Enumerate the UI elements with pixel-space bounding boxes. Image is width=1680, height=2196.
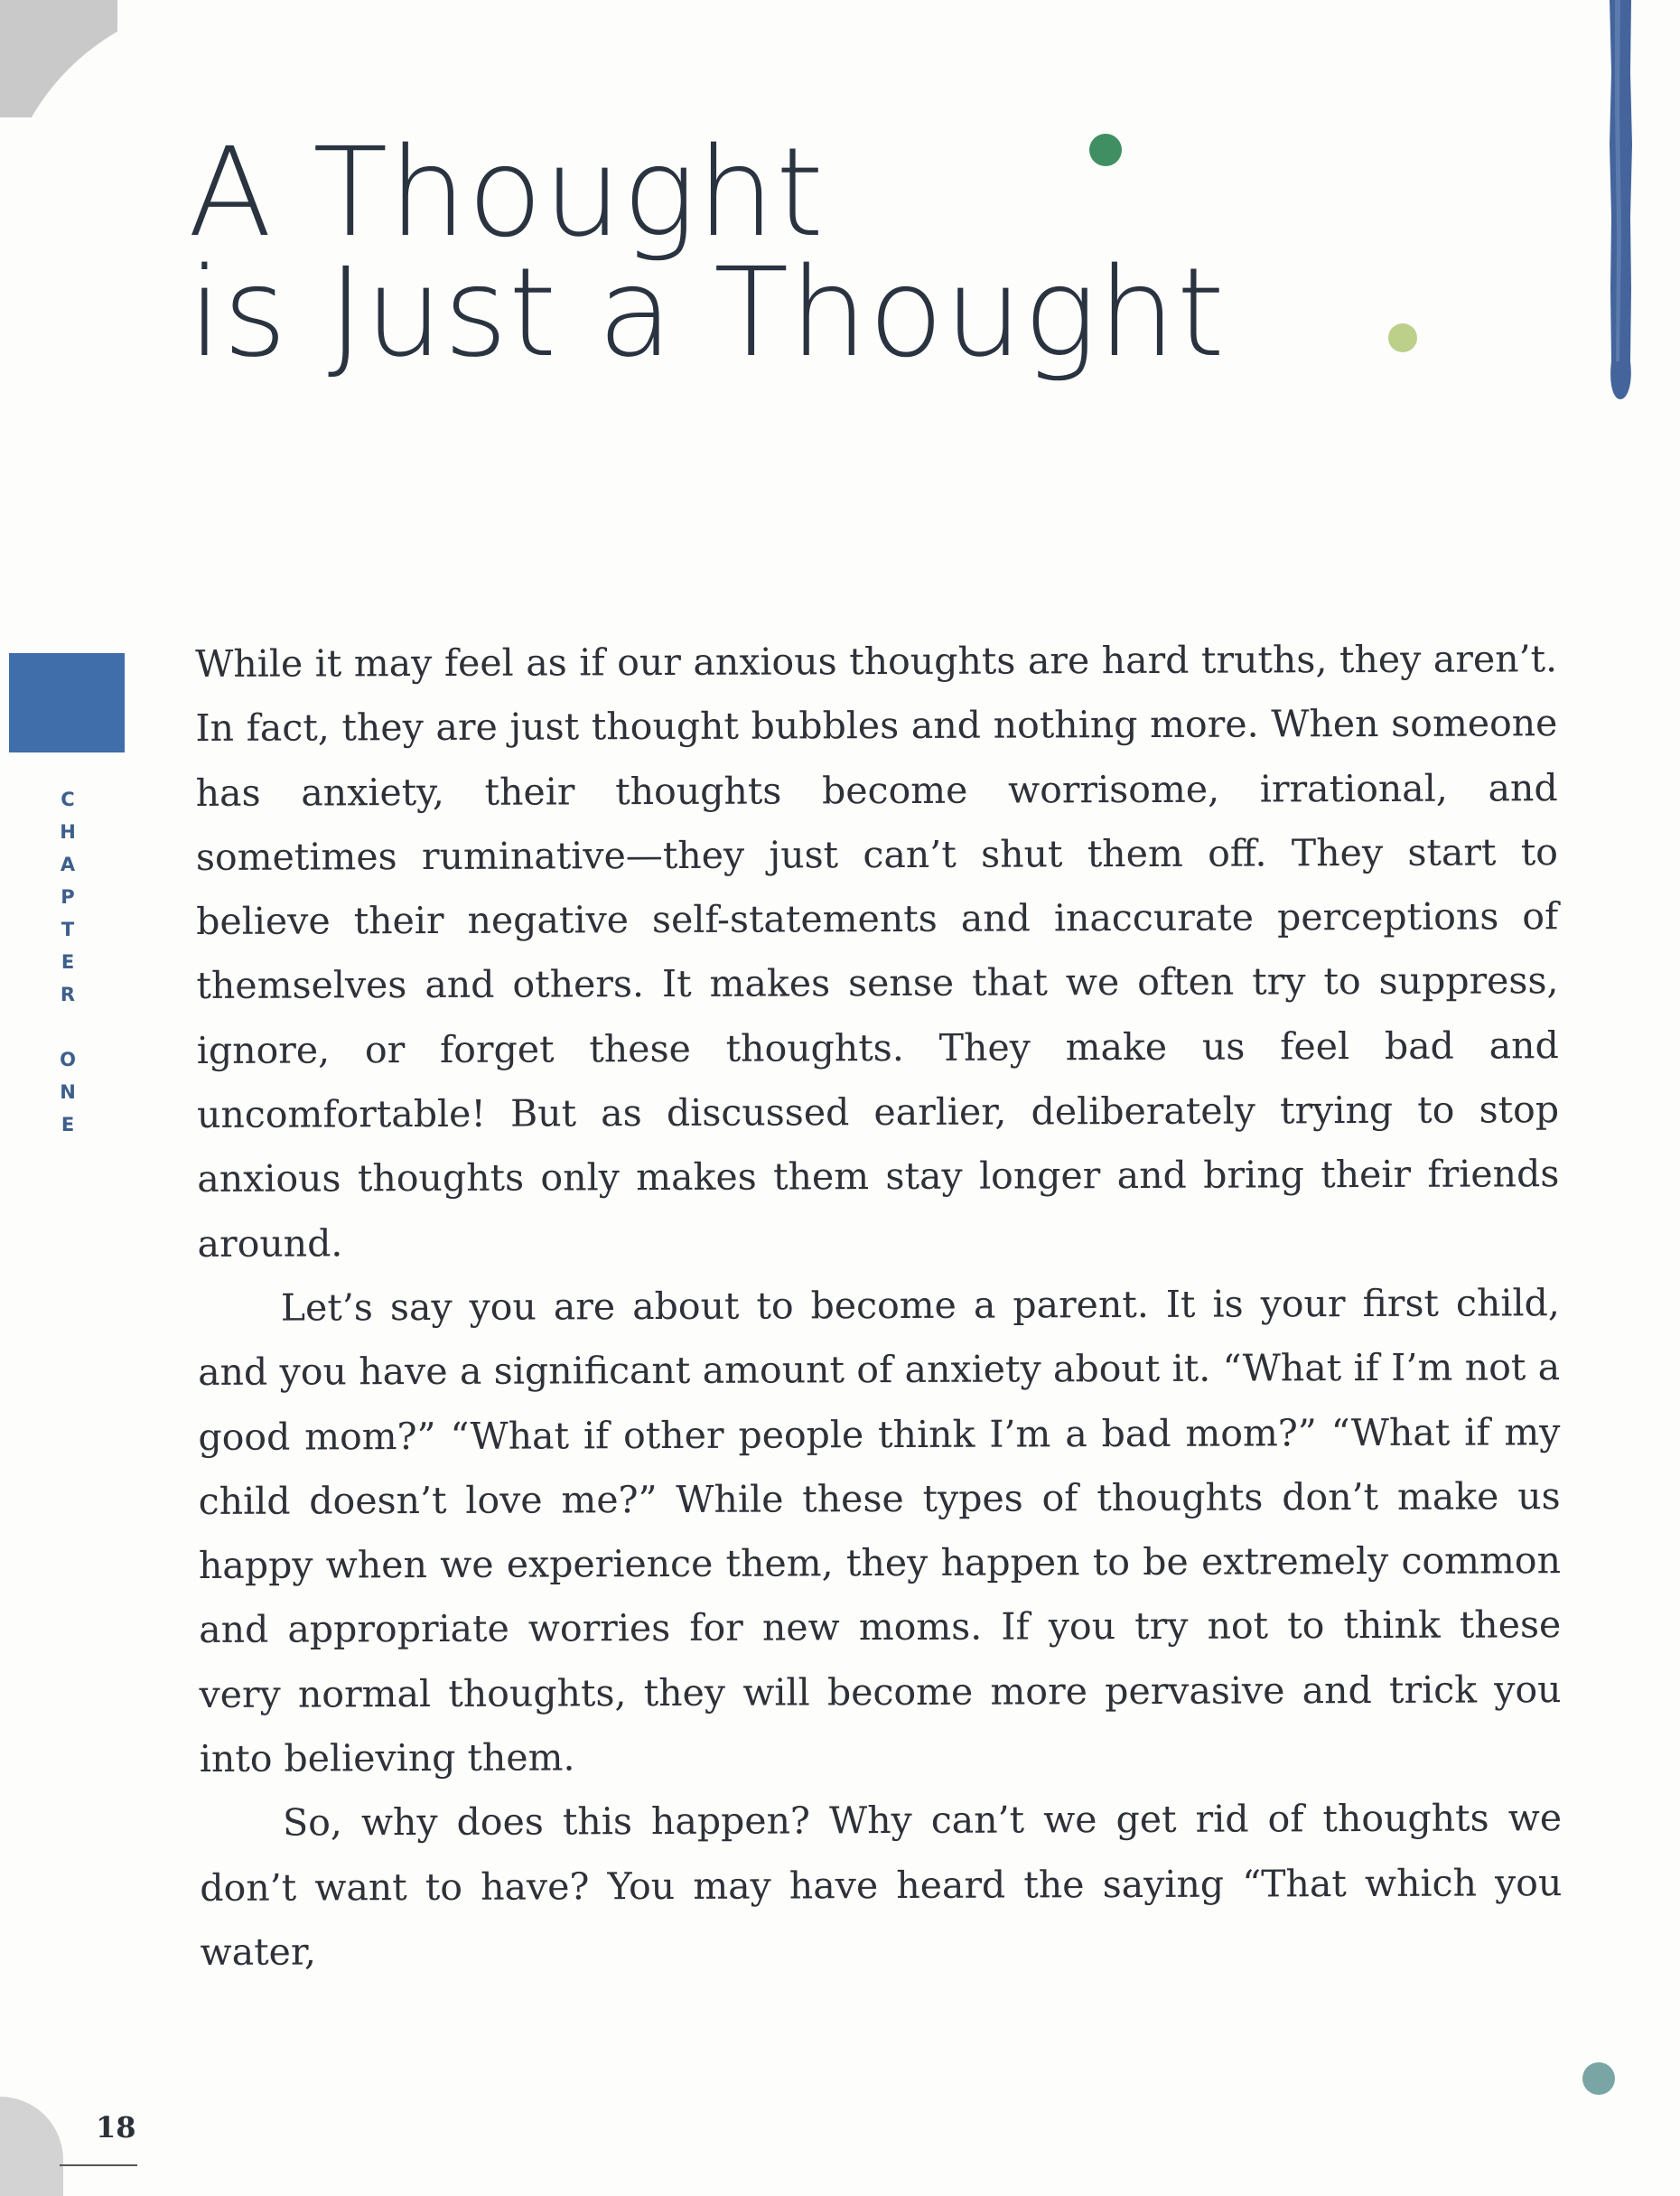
paragraph: So, why does this happen? Why can’t we get rid of thoughts we don’t want to have? You may have heard the saying “That which you water,: [200, 1796, 1563, 1974]
side-letter: E: [61, 1114, 75, 1135]
scan-bottom-shadow: [0, 2097, 63, 2196]
title-line-2: is Just a Thought: [188, 242, 1226, 385]
green-dot-icon: [1089, 134, 1122, 166]
side-letter: E: [61, 951, 75, 973]
teal-dot-icon: [1582, 2062, 1615, 2095]
side-letter: C: [61, 789, 75, 810]
side-letter: T: [61, 919, 75, 940]
side-letter: N: [60, 1081, 76, 1103]
lime-dot-icon: [1388, 323, 1417, 352]
side-letter: H: [60, 821, 76, 843]
title-line-1: A Thought: [188, 122, 826, 265]
page-number-rule: [60, 2164, 137, 2166]
side-letter-gap: [54, 1011, 81, 1043]
page-number: 18: [96, 2110, 136, 2145]
side-letter: O: [60, 1049, 76, 1070]
side-letter: A: [60, 854, 76, 875]
chapter-marker-square: [9, 653, 125, 752]
chapter-title: [188, 122, 1226, 385]
chapter-side-label: [54, 783, 81, 1141]
paragraph: Let’s say you are about to become a parent. It is your first child, and you have a significant amount of anxiety about it. “What if I’m not a good mom?” “What if other people think I’m a bad mom?” “What if my child doesn’t love me?” While these types of thoughts don’t make us happy when we experience them, they happen to be extremely common and appropriate worries for new moms. If you try not to think these very normal thoughts, they will become more pervasive and trick you into believing them.: [198, 1281, 1562, 1781]
side-letter: R: [60, 984, 76, 1005]
body-text: [195, 627, 1563, 1985]
paint-drip-icon: [1606, 0, 1637, 402]
side-letter: P: [61, 886, 75, 908]
paragraph: While it may feel as if our anxious thoughts are hard truths, they aren’t. In fact, they are just thought bubbles and nothing more. When someone has anxiety, their thoughts become worrisome, irrational, and sometimes ruminative—they just can’t shut them off. They start to believe their negative self-statements and inaccurate perceptions of themselves and others. It makes sense that we often try to suppress, ignore, or forget these thoughts. They make us feel bad and uncomfortable! But as discussed earlier, deliberately trying to stop anxious thoughts only makes them stay longer and bring their friends around.: [195, 637, 1560, 1266]
